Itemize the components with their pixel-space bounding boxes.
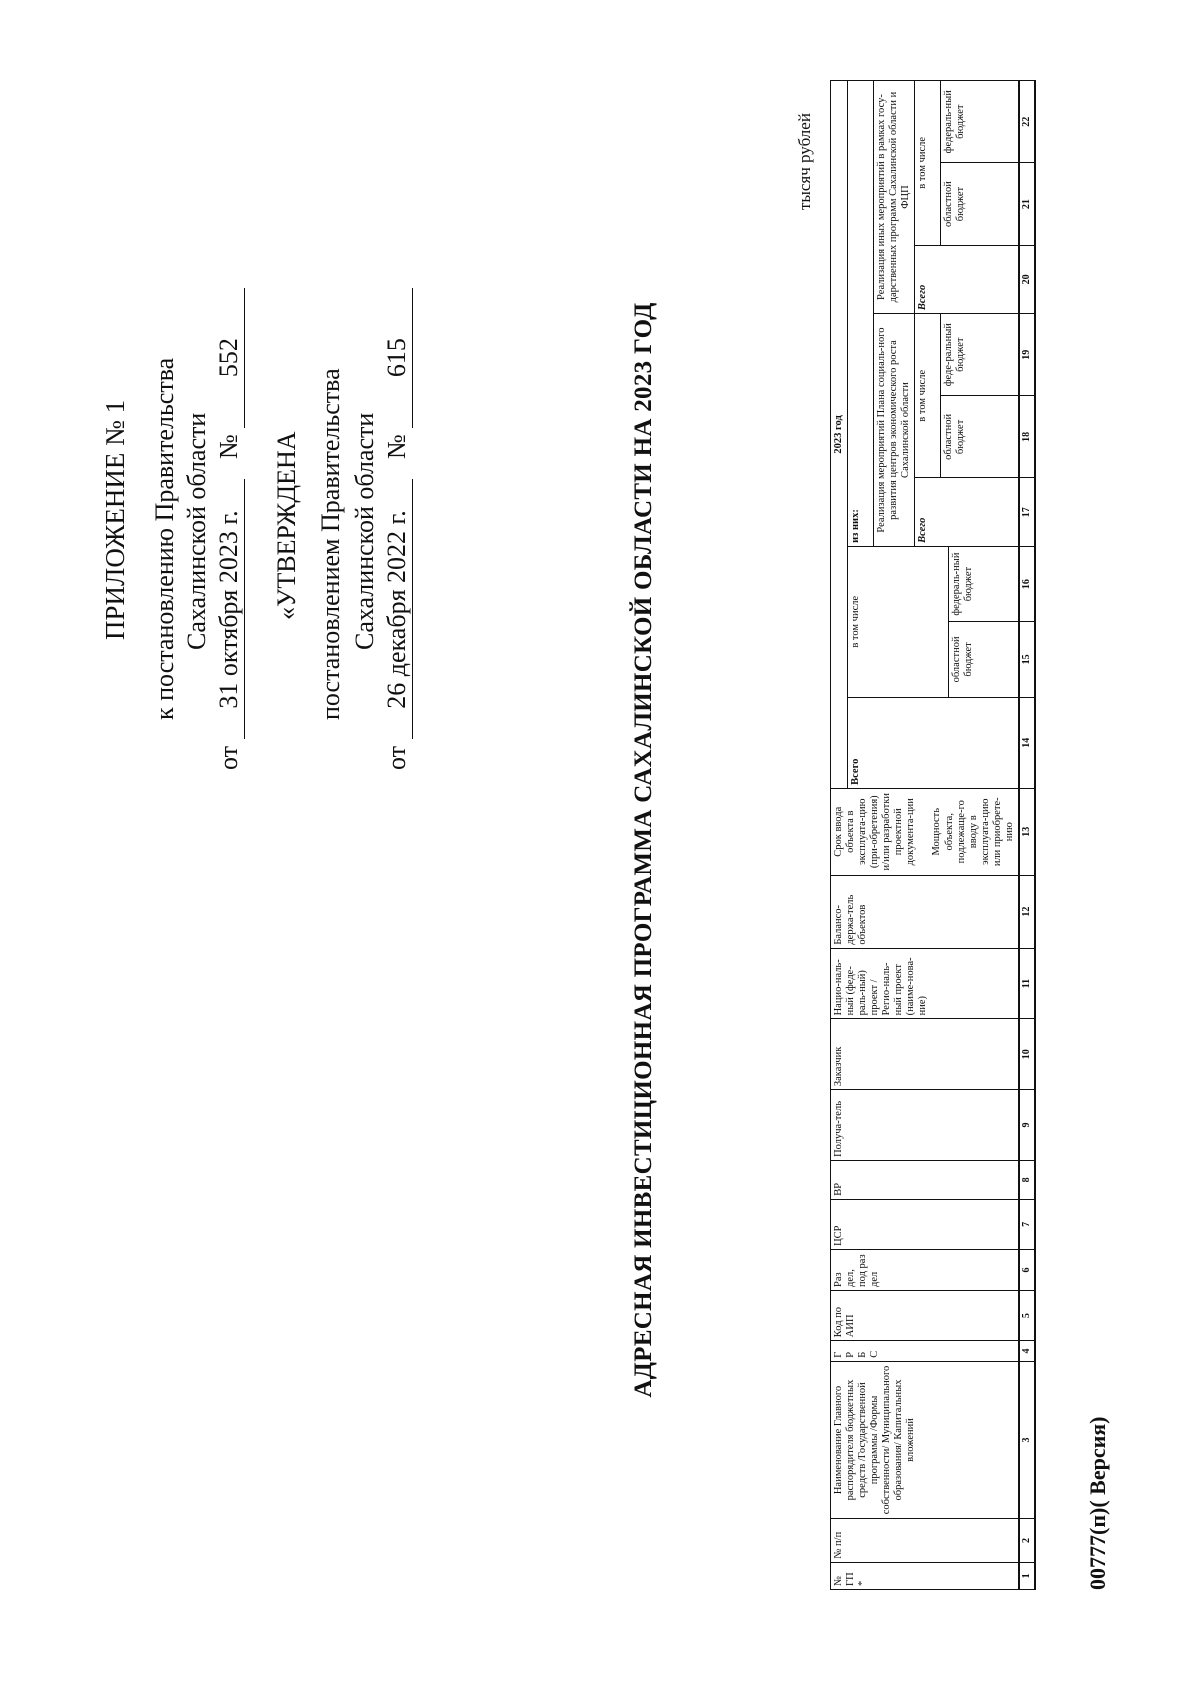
header-moshch: Мощность объекта, подлежаще-го вводу в эксплуата-цию или приобрете-нию [931,797,1015,867]
header-vtom-inyh: в том числе [914,81,940,246]
header-razdel: Раз дел, под раз дел [831,1249,1019,1290]
by-decree-text: постановлением Правительства [316,368,345,720]
header-vsego-inyh: Всего [914,245,1018,313]
col-number: 16 [1019,546,1035,621]
approved-label: «УТВЕРЖДЕНА [272,431,301,620]
header-fed-plan: феде-ральный бюджет [940,314,1019,396]
header-grbs: Г Р Б С [831,1341,1019,1362]
col-number: 5 [1019,1291,1035,1341]
number-sign: № [214,434,243,459]
header-csr: ЦСР [831,1199,1019,1249]
col-number: 19 [1019,314,1035,396]
region-text-2: Сахалинской области [350,412,379,650]
header-vtom-plan: в том числе [914,314,940,478]
from-label: от [214,745,243,770]
approval-date-line [382,288,413,770]
header-plan: Реализация мероприятий Плана социаль-ного развития центров экономического роста Сахалинской области [873,314,914,547]
header-name: Наименование Главного распорядителя бюджетных средств /Государственной программы /Формы собственности/ Муниципального образования/ Капитальных вложений [831,1361,1019,1519]
units-label: тысяч рублей [795,113,814,210]
col-number: 22 [1019,81,1035,163]
col-number: 13 [1019,788,1035,875]
col-number: 8 [1019,1160,1035,1199]
investment-program-table [830,80,1036,1590]
col-number: 12 [1019,875,1035,948]
header-nac-project: Нацио-наль-ный (феде-раль-ный) проект / Регио-наль-ный проект (наиме-нова-ние) [831,948,1019,1019]
col-number: 4 [1019,1341,1035,1362]
col-number: 6 [1019,1249,1035,1290]
col-number: 11 [1019,948,1035,1019]
col-number: 15 [1019,622,1035,697]
decree-number: 552 [214,288,245,428]
header-vtomchisle: в том числе [848,546,949,697]
to-decree-text: к постановлению Правительства [150,357,179,720]
appendix-label: ПРИЛОЖЕНИЕ № 1 [100,399,130,640]
header-srok-moshch [831,788,1019,875]
col-number: 10 [1019,1019,1035,1090]
col-number: 21 [1019,163,1035,245]
rotated-document-sheet [40,50,1160,1650]
header-pp: № п/п [831,1519,1019,1562]
col-number: 14 [1019,697,1035,788]
from-label-2: от [382,745,411,770]
col-number: 9 [1019,1090,1035,1161]
header-np: № ГП * [831,1562,1019,1589]
header-vr: ВР [831,1160,1019,1199]
document-title: АДРЕСНАЯ ИНВЕСТИЦИОННАЯ ПРОГРАММА САХАЛИНСКОЙ ОБЛАСТИ НА 2023 ГОД [630,302,657,1398]
header-zakaz: Заказчик [831,1019,1019,1090]
header-obl-inyh: областной бюджет [940,163,1019,245]
header-balans: Балансо-держа-тель объектов [831,875,1019,948]
decree-date: 31 октября 2023 г. [214,479,245,739]
col-number: 7 [1019,1199,1035,1249]
col-number: 2 [1019,1519,1035,1562]
header-fed-inyh: федераль-ный бюджет [940,81,1019,163]
header-vsego: Всего [848,697,1019,788]
header-srok: Срок ввода объекта в эксплуата-цию (при-обретения) и/или разработки проектной документа-ции [833,793,917,871]
col-number: 1 [1019,1562,1035,1589]
col-number: 18 [1019,396,1035,478]
col-number: 20 [1019,245,1035,313]
approval-number: 615 [382,288,413,428]
region-text: Сахалинской области [182,412,211,650]
header-fed: федераль-ный бюджет [949,546,1019,621]
decree-date-line [214,288,245,770]
number-sign-2: № [382,434,411,459]
col-number: 17 [1019,478,1035,546]
header-inyh: Реализация иных мероприятий в рамках госу-дарственных программ Сахалинской области и ФЦП [873,81,914,314]
column-numbers-row [1019,81,1035,1590]
approval-date: 26 декабря 2022 г. [382,479,413,739]
header-obl: областной бюджет [949,622,1019,697]
header-vsego-plan: Всего [914,478,1018,546]
header-obl-plan: областной бюджет [940,396,1019,478]
col-number: 3 [1019,1361,1035,1519]
header-poluch: Получа-тель [831,1090,1019,1161]
header-izn: из них: [848,81,874,547]
document-footer-code: 00777(п)( Версия) [1085,1416,1110,1590]
header-year: 2023 год [831,81,848,789]
header-kod: Код по АИП [831,1291,1019,1341]
